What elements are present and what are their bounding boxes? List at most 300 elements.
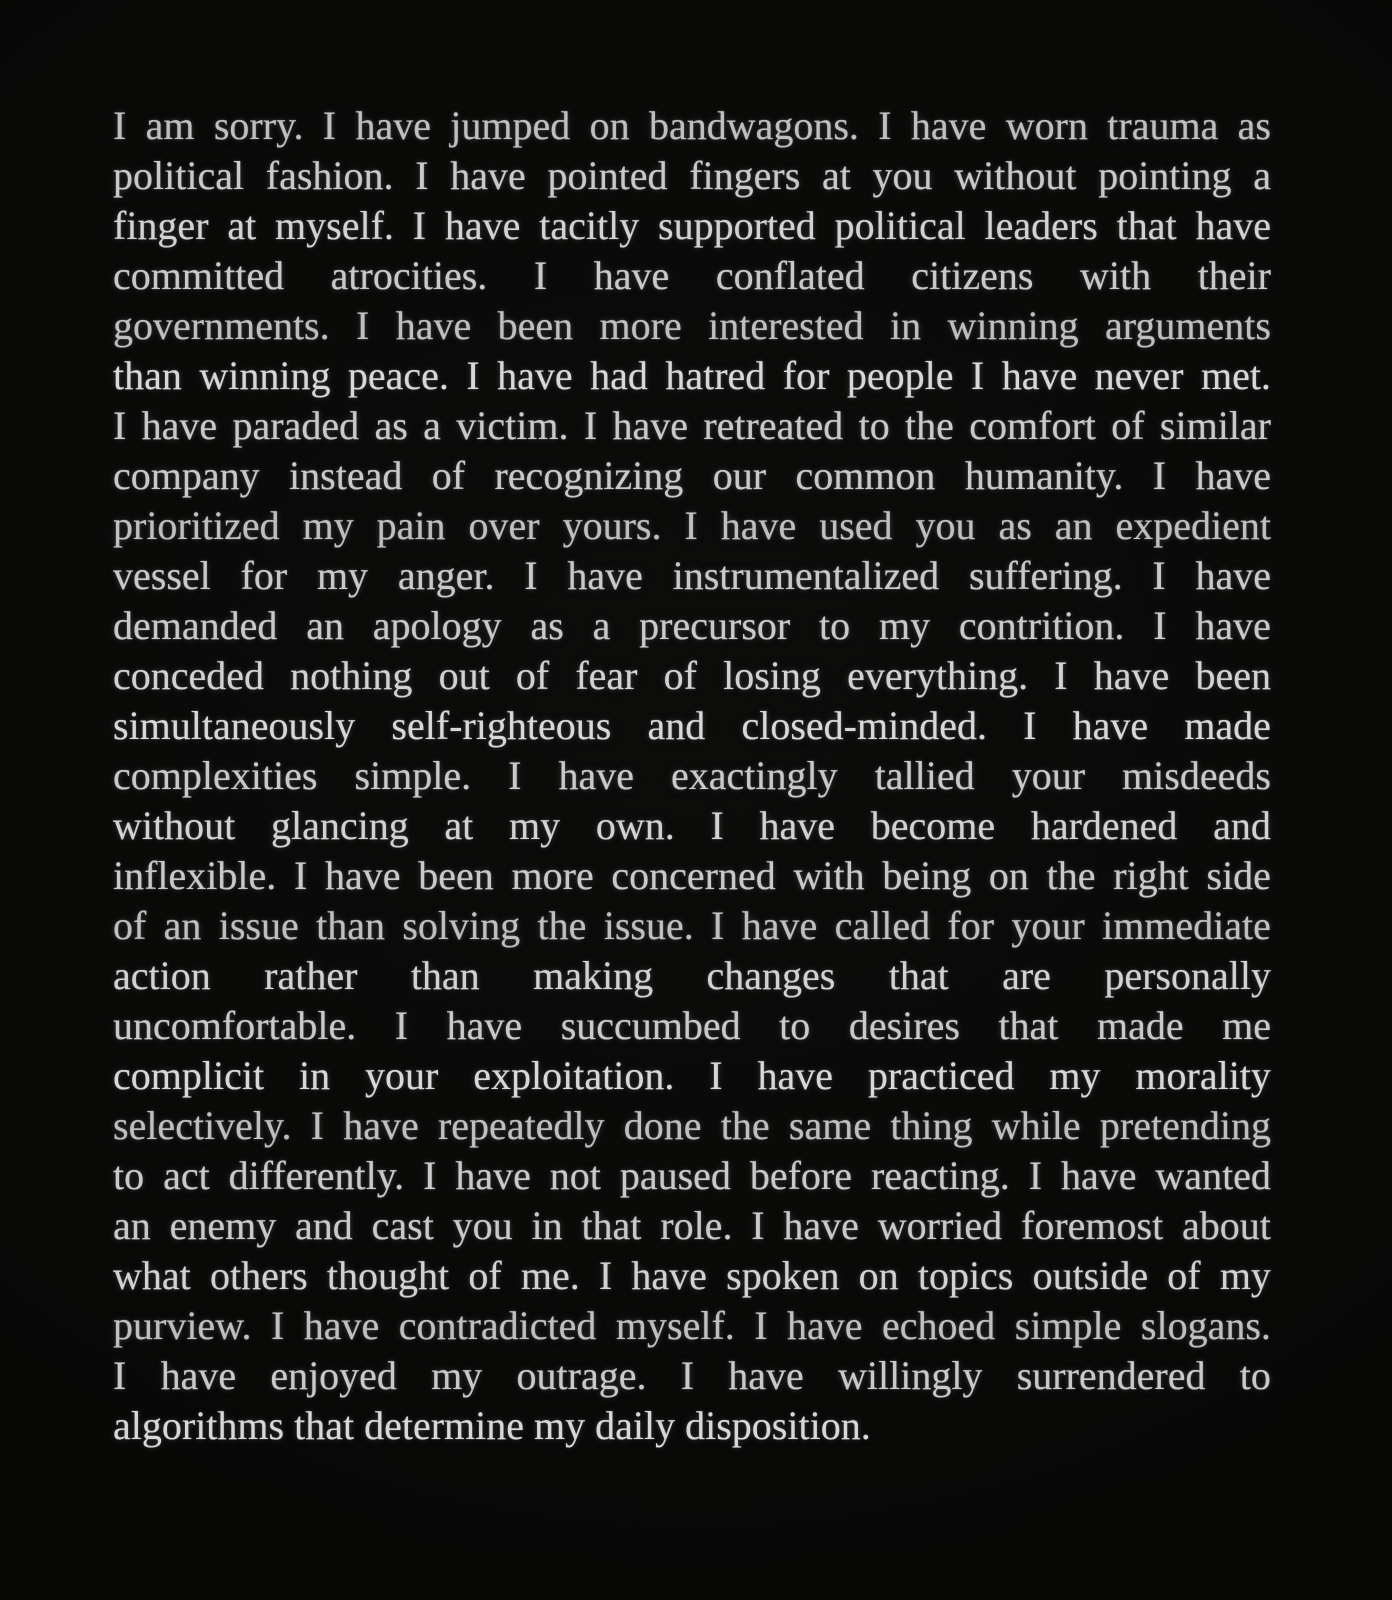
word: pointing xyxy=(1098,153,1232,198)
word: prioritized xyxy=(113,503,280,548)
word: at xyxy=(444,803,474,848)
word: never xyxy=(1094,353,1184,398)
word: thought xyxy=(326,1253,450,1298)
word: I xyxy=(466,353,480,398)
word: I xyxy=(356,303,370,348)
word: an xyxy=(306,603,344,648)
word: am xyxy=(145,103,195,148)
word: an xyxy=(113,1203,151,1248)
text-line xyxy=(113,451,1271,501)
word: and xyxy=(1213,803,1271,848)
text-line xyxy=(113,1301,1271,1351)
word: as xyxy=(530,603,564,648)
word: disposition. xyxy=(685,1403,871,1448)
word: made xyxy=(1096,1003,1184,1048)
word: I xyxy=(423,1153,437,1198)
word: and xyxy=(647,703,706,748)
word: that xyxy=(1116,203,1177,248)
word: I xyxy=(1023,703,1037,748)
word: demanded xyxy=(113,603,278,648)
word: to xyxy=(858,403,890,448)
word: supported xyxy=(658,203,816,248)
word: that xyxy=(888,953,949,998)
word: worn xyxy=(1005,103,1088,148)
word: have xyxy=(1093,653,1170,698)
word: apology xyxy=(372,603,502,648)
word: contrition. xyxy=(958,603,1125,648)
word: determine xyxy=(364,1403,524,1448)
word: have xyxy=(450,153,526,198)
text-line xyxy=(113,301,1271,351)
text-line xyxy=(113,351,1271,401)
word: solving xyxy=(402,903,521,948)
word: algorithms xyxy=(113,1403,285,1448)
word: interested xyxy=(708,303,864,348)
text-line xyxy=(113,751,1271,801)
word: more xyxy=(599,303,682,348)
word: pointed xyxy=(547,153,668,198)
word: slogans. xyxy=(1140,1303,1271,1348)
word: over xyxy=(468,503,540,548)
word: cast xyxy=(371,1203,434,1248)
word: you xyxy=(872,153,933,198)
word: my xyxy=(534,1403,586,1448)
word: everything. xyxy=(847,653,1029,698)
word: jumped xyxy=(450,103,571,148)
word: been xyxy=(418,853,494,898)
word: arguments xyxy=(1105,303,1271,348)
word: my xyxy=(878,603,931,648)
word: I xyxy=(710,803,724,848)
word: of xyxy=(663,653,697,698)
word: closed-minded. xyxy=(741,703,987,748)
word: committed xyxy=(113,253,285,298)
word: as xyxy=(1237,103,1271,148)
text-line xyxy=(113,1001,1271,1051)
word: are xyxy=(1002,953,1051,998)
word: I xyxy=(711,903,725,948)
word: citizens xyxy=(911,253,1034,298)
word: self-righteous xyxy=(391,703,612,748)
text-line xyxy=(113,951,1271,1001)
word: paused xyxy=(619,1153,731,1198)
word: foremost xyxy=(1021,1203,1164,1248)
word: I xyxy=(598,1253,613,1298)
word: have xyxy=(631,1253,707,1298)
word: met. xyxy=(1200,353,1271,398)
text-line xyxy=(113,801,1271,851)
word: differently. xyxy=(228,1153,405,1198)
word: political xyxy=(113,153,245,198)
word: I xyxy=(322,103,337,148)
word: your xyxy=(1011,753,1086,798)
word: on xyxy=(858,1253,899,1298)
word: yours. xyxy=(562,503,662,548)
word: succumbed xyxy=(560,1003,741,1048)
word: I xyxy=(684,503,698,548)
word: for xyxy=(782,353,830,398)
word: I xyxy=(754,1303,768,1348)
word: people xyxy=(846,353,954,398)
word: in xyxy=(890,303,922,348)
word: conflated xyxy=(715,253,865,298)
word: making xyxy=(533,953,654,998)
word: without xyxy=(113,803,236,848)
word: fashion. xyxy=(265,153,394,198)
text-line xyxy=(113,101,1271,151)
text-block xyxy=(113,101,1271,1451)
word: similar xyxy=(1159,403,1271,448)
word: have xyxy=(325,853,401,898)
word: wanted xyxy=(1155,1153,1271,1198)
text-line xyxy=(113,851,1271,901)
word: topics xyxy=(917,1253,1014,1298)
word: and xyxy=(295,1203,353,1248)
text-line xyxy=(113,1251,1271,1301)
word: governments. xyxy=(113,303,330,348)
word: my xyxy=(1219,1253,1271,1298)
word: have xyxy=(1195,603,1271,648)
text-line xyxy=(113,901,1271,951)
text-line xyxy=(113,1051,1271,1101)
word: fear xyxy=(575,653,638,698)
word: instrumentalized xyxy=(672,553,940,598)
word: leaders xyxy=(984,203,1098,248)
word: have xyxy=(444,203,521,248)
text-line xyxy=(113,251,1271,301)
word: have xyxy=(593,253,670,298)
word: done xyxy=(623,1103,702,1148)
word: in xyxy=(298,1053,331,1098)
word: have xyxy=(160,1353,237,1398)
word: the xyxy=(905,403,954,448)
word: humanity. xyxy=(964,453,1124,498)
word: have xyxy=(141,403,218,448)
word: have xyxy=(1001,353,1078,398)
word: to xyxy=(779,1003,811,1048)
word: my xyxy=(1049,1053,1101,1098)
word: your xyxy=(1011,903,1085,948)
word: hatred xyxy=(665,353,766,398)
word: expedient xyxy=(1115,503,1271,548)
word: you xyxy=(915,503,976,548)
word: that xyxy=(581,1203,642,1248)
word: nothing xyxy=(290,653,413,698)
word: I xyxy=(412,203,427,248)
word: have xyxy=(728,1353,804,1398)
word: than xyxy=(316,903,385,948)
word: immediate xyxy=(1102,903,1271,948)
word: atrocities. xyxy=(330,253,488,298)
word: glancing xyxy=(270,803,409,848)
text-line xyxy=(113,701,1271,751)
word: of xyxy=(1111,403,1145,448)
word: to xyxy=(113,1153,145,1198)
word: I xyxy=(294,853,308,898)
word: spoken xyxy=(726,1253,840,1298)
word: political xyxy=(834,203,966,248)
word: not xyxy=(549,1153,601,1198)
word: uncomfortable. xyxy=(113,1003,357,1048)
word: your xyxy=(365,1053,439,1098)
word: I xyxy=(533,253,548,298)
word: my xyxy=(509,803,561,848)
word: anger. xyxy=(397,553,495,598)
word: simultaneously xyxy=(113,703,356,748)
word: hardened xyxy=(1030,803,1178,848)
word: losing xyxy=(723,653,821,698)
word: made xyxy=(1184,703,1271,748)
word: I xyxy=(113,403,127,448)
word: echoed xyxy=(882,1303,996,1348)
word: I xyxy=(270,1303,285,1348)
word: conceded xyxy=(113,653,265,698)
word: complicit xyxy=(113,1053,265,1098)
word: than xyxy=(410,953,480,998)
word: selectively. xyxy=(113,1103,292,1148)
word: bandwagons. xyxy=(648,103,859,148)
word: used xyxy=(819,503,893,548)
word: rather xyxy=(264,953,358,998)
word: pretending xyxy=(1099,1103,1271,1148)
word: our xyxy=(712,453,767,498)
word: outrage. xyxy=(516,1353,647,1398)
word: with xyxy=(1079,253,1152,298)
word: have xyxy=(1195,453,1271,498)
word: tallied xyxy=(874,753,975,798)
word: trauma xyxy=(1107,103,1219,148)
word: I xyxy=(415,153,429,198)
word: thing xyxy=(890,1103,973,1148)
word: finger xyxy=(113,203,209,248)
word: enemy xyxy=(169,1203,277,1248)
word: I xyxy=(1028,1153,1043,1198)
word: a xyxy=(592,603,611,648)
word: before xyxy=(749,1153,853,1198)
word: of xyxy=(515,653,550,698)
word: the xyxy=(537,903,587,948)
word: have xyxy=(303,1303,380,1348)
word: of xyxy=(431,453,466,498)
word: have xyxy=(497,353,573,398)
word: of xyxy=(113,903,147,948)
word: misdeeds xyxy=(1122,753,1271,798)
word: paraded xyxy=(232,403,360,448)
word: own. xyxy=(595,803,675,848)
word: called xyxy=(834,903,931,948)
word: me xyxy=(1222,1003,1271,1048)
word: on xyxy=(988,853,1029,898)
word: peace. xyxy=(347,353,449,398)
word: a xyxy=(1253,153,1271,198)
word: enjoyed xyxy=(270,1353,397,1398)
word: have xyxy=(612,403,688,448)
word: personally xyxy=(1104,953,1271,998)
word: sorry. xyxy=(213,103,304,148)
word: have xyxy=(395,303,472,348)
word: issue xyxy=(218,903,299,948)
word: I xyxy=(524,553,538,598)
word: outside xyxy=(1032,1253,1149,1298)
word: have xyxy=(910,103,987,148)
word: exactingly xyxy=(671,753,838,798)
text-line xyxy=(113,1401,1271,1451)
word: have xyxy=(1195,553,1271,598)
word: simple. xyxy=(354,753,472,798)
word: winning xyxy=(947,303,1079,348)
word: purview. xyxy=(113,1303,252,1348)
text-line xyxy=(113,201,1271,251)
word: have xyxy=(741,903,818,948)
word: common xyxy=(795,453,936,498)
word: myself. xyxy=(275,203,394,248)
word: I xyxy=(878,103,892,148)
word: suffering. xyxy=(968,553,1123,598)
word: vessel xyxy=(113,553,211,598)
text-line xyxy=(113,501,1271,551)
word: have xyxy=(558,753,635,798)
word: have xyxy=(1060,1153,1137,1198)
word: contradicted xyxy=(398,1303,597,1348)
word: have xyxy=(455,1153,531,1198)
word: exploitation. xyxy=(473,1053,675,1098)
word: surrendered xyxy=(1016,1353,1206,1398)
word: concerned xyxy=(611,853,776,898)
word: worried xyxy=(877,1203,1003,1248)
text-line xyxy=(113,401,1271,451)
word: for xyxy=(947,903,995,948)
word: about xyxy=(1182,1203,1271,1248)
word: on xyxy=(589,103,630,148)
word: have xyxy=(1195,203,1271,248)
word: complexities xyxy=(113,753,318,798)
word: have xyxy=(567,553,643,598)
word: simple xyxy=(1014,1303,1122,1348)
word: of xyxy=(468,1253,502,1298)
text-line xyxy=(113,1151,1271,1201)
word: tacitly xyxy=(539,203,640,248)
word: desires xyxy=(848,1003,960,1048)
word: as xyxy=(374,403,408,448)
word: I xyxy=(751,1203,765,1248)
word: I xyxy=(113,103,127,148)
text-line xyxy=(113,1101,1271,1151)
word: others xyxy=(209,1253,308,1298)
word: I xyxy=(310,1103,324,1148)
word: that xyxy=(998,1003,1059,1048)
word: right xyxy=(1113,853,1189,898)
word: have xyxy=(1072,703,1149,748)
word: the xyxy=(1046,853,1096,898)
word: become xyxy=(870,803,996,848)
word: practiced xyxy=(867,1053,1015,1098)
word: daily xyxy=(595,1403,676,1448)
word: my xyxy=(431,1353,483,1398)
word: comfort xyxy=(969,403,1096,448)
word: winning xyxy=(199,353,331,398)
word: same xyxy=(788,1103,872,1148)
word: at xyxy=(821,153,851,198)
word: while xyxy=(991,1103,1081,1148)
word: have xyxy=(355,103,431,148)
word: to xyxy=(819,603,851,648)
word: more xyxy=(511,853,594,898)
word: the xyxy=(720,1103,770,1148)
word: action xyxy=(113,953,211,998)
word: their xyxy=(1197,253,1271,298)
word: repeatedly xyxy=(437,1103,605,1148)
word: I xyxy=(1152,553,1166,598)
word: act xyxy=(163,1153,210,1198)
word: role. xyxy=(660,1203,733,1248)
word: as xyxy=(998,503,1032,548)
word: been xyxy=(1195,653,1271,698)
word: that xyxy=(294,1403,355,1448)
word: my xyxy=(316,553,369,598)
word: with xyxy=(793,853,865,898)
word: reacting. xyxy=(870,1153,1010,1198)
word: issue. xyxy=(603,903,694,948)
word: an xyxy=(163,903,202,948)
word: what xyxy=(113,1253,191,1298)
word: without xyxy=(954,153,1077,198)
word: a xyxy=(423,403,441,448)
word: of xyxy=(1167,1253,1201,1298)
word: I xyxy=(394,1003,409,1048)
word: have xyxy=(720,503,797,548)
word: myself. xyxy=(615,1303,735,1348)
word: being xyxy=(882,853,972,898)
word: I xyxy=(113,1353,127,1398)
word: inflexible. xyxy=(113,853,277,898)
word: fingers xyxy=(689,153,801,198)
word: side xyxy=(1206,853,1271,898)
word: out xyxy=(438,653,490,698)
word: I xyxy=(970,353,985,398)
text-line xyxy=(113,601,1271,651)
word: instead xyxy=(289,453,403,498)
word: have xyxy=(446,1003,523,1048)
word: you xyxy=(452,1203,513,1248)
word: precursor xyxy=(639,603,791,648)
word: company xyxy=(113,453,260,498)
word: been xyxy=(497,303,574,348)
word: recognizing xyxy=(494,453,684,498)
word: have xyxy=(787,1303,863,1348)
word: I xyxy=(709,1053,723,1098)
text-line xyxy=(113,651,1271,701)
word: changes xyxy=(706,953,836,998)
text-line xyxy=(113,1351,1271,1401)
word: my xyxy=(302,503,354,548)
word: have xyxy=(783,1203,859,1248)
word: victim. xyxy=(456,403,569,448)
word: pain xyxy=(376,503,446,548)
word: I xyxy=(1054,653,1068,698)
word: an xyxy=(1054,503,1093,548)
word: I xyxy=(583,403,598,448)
text-line xyxy=(113,151,1271,201)
word: to xyxy=(1239,1353,1271,1398)
word: I xyxy=(508,753,522,798)
word: at xyxy=(227,203,257,248)
word: retreated xyxy=(703,403,844,448)
word: I xyxy=(1152,453,1167,498)
word: in xyxy=(531,1203,563,1248)
text-line xyxy=(113,1201,1271,1251)
word: have xyxy=(759,803,836,848)
word: willingly xyxy=(838,1353,983,1398)
